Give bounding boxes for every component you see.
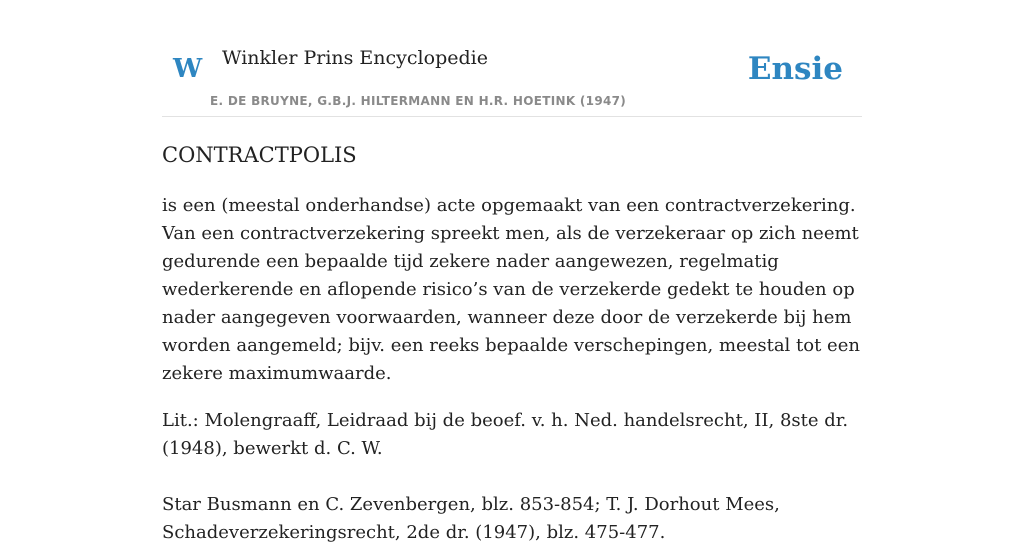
winkler-prins-logo[interactable]: W	[173, 54, 203, 84]
article-title: CONTRACTPOLIS	[162, 143, 357, 167]
article-paragraph-definition: is een (meestal onderhandse) acte opgemaakt van een contractverzekering. Van een contractverzekering spreekt men, als de verzekeraar op zich neemt gedurende een bepaalde tijd zekere nader aangewezen, regelmatig wederkerende en aflopende risico’s van de verzekerde gedekt te houden op nader aangegeven voorwaarden, wanneer deze door de verzekerde bij hem worden aangemeld; bijv. een reeks bepaalde verschepingen, meestal tot een zekere maximumwaarde.	[162, 195, 860, 384]
article-paragraph-references: Star Busmann en C. Zevenbergen, blz. 853-854; T. J. Dorhout Mees, Schadeverzekeringsrecht, 2de dr. (1947), blz. 475-477.	[162, 494, 780, 543]
article-body	[162, 192, 862, 547]
site-title[interactable]: Winkler Prins Encyclopedie	[222, 47, 488, 69]
site-header	[162, 0, 862, 117]
article-paragraph-literature: Lit.: Molengraaff, Leidraad bij de beoef. v. h. Ned. handelsrecht, II, 8ste dr. (1948), bewerkt d. C. W.	[162, 410, 849, 459]
ensie-logo-link[interactable]: Ensie	[747, 51, 843, 87]
edition-subtitle: E. DE BRUYNE, G.B.J. HILTERMANN EN H.R. HOETINK (1947)	[210, 94, 627, 108]
